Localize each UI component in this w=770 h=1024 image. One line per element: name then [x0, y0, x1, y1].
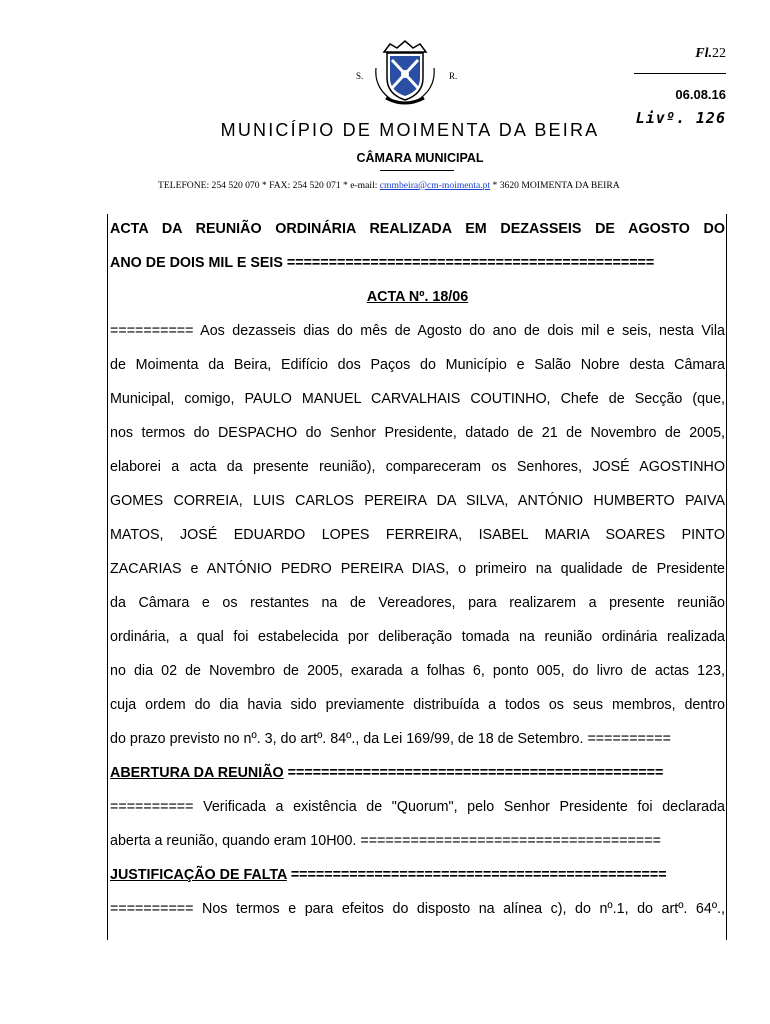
body-line: cuja ordem do dia havia sido previamente distribuída a todos os seus membros, dentro	[110, 697, 725, 713]
body-line: elaborei a acta da presente reunião), compareceram os Senhores, JOSÉ AGOSTINHO	[110, 459, 725, 475]
body-line: ZACARIAS e ANTÓNIO PEDRO PEREIRA DIAS, o primeiro na qualidade de Presidente	[110, 561, 725, 577]
contacts-prefix: TELEFONE: 254 520 070 * FAX: 254 520 071 * e-mail:	[158, 180, 380, 191]
folio-underline	[634, 73, 726, 74]
minutes-body	[110, 214, 725, 928]
body-line: Municipal, comigo, PAULO MANUEL CARVALHAIS COUTINHO, Chefe de Secção (que,	[110, 391, 725, 407]
folio-value: 22	[712, 46, 726, 61]
minutes-title-line-1: ACTA DA REUNIÃO ORDINÁRIA REALIZADA EM DEZASSEIS DE AGOSTO DO	[110, 221, 725, 237]
body-line: nos termos do DESPACHO do Senhor Presidente, datado de 21 de Novembro de 2005,	[110, 425, 725, 441]
minutes-number	[110, 282, 725, 316]
minutes-number-text: ACTA Nº. 18/06	[366, 289, 469, 305]
contacts-suffix: * 3620 MOIMENTA DA BEIRA	[490, 180, 620, 191]
section-heading-text: JUSTIFICAÇÃO DE FALTA	[110, 867, 287, 883]
body-line: MATOS, JOSÉ EDUARDO LOPES FERREIRA, ISABEL MARIA SOARES PINTO	[110, 527, 725, 543]
folio-number	[695, 46, 726, 62]
section-heading-fill: =============================================	[286, 867, 667, 883]
section-heading-text: ABERTURA DA REUNIÃO	[110, 765, 284, 781]
folio-prefix: Fl.	[695, 46, 712, 61]
body-line: aberta a reunião, quando eram 10H00. ====================================	[110, 833, 661, 849]
contacts-line	[158, 180, 620, 191]
section-heading-opening	[110, 758, 725, 792]
body-line: GOMES CORREIA, LUIS CARLOS PEREIRA DA SILVA, ANTÓNIO HUMBERTO PAIVA	[110, 493, 725, 509]
body-line: ========== Nos termos e para efeitos do disposto na alínea c), do nº.1, do artº. 64º.,	[110, 901, 725, 917]
body-line: ========== Aos dezasseis dias do mês de Agosto do ano de dois mil e seis, nesta Vila	[110, 323, 725, 339]
body-line: ordinária, a qual foi estabelecida por deliberação tomada na reunião ordinária realizada	[110, 629, 725, 645]
body-line: no dia 02 de Novembro de 2005, exarada a folhas 6, ponto 005, do livro de actas 123,	[110, 663, 725, 679]
municipal-crest-icon	[370, 38, 440, 108]
meeting-date: 06.08.16	[675, 87, 726, 102]
body-line: da Câmara e os restantes na de Vereadores, para realizarem a presente reunião	[110, 595, 725, 611]
minutes-title-line-2: ANO DE DOIS MIL E SEIS ============================================	[110, 255, 655, 271]
body-line: do prazo previsto no nº. 3, do artº. 84º., da Lei 169/99, de 18 de Setembro. ==========	[110, 731, 671, 747]
crest-right-label: R.	[449, 71, 458, 81]
crest-left-label: S.	[356, 71, 364, 81]
body-line: de Moimenta da Beira, Edifício dos Paços do Município e Salão Nobre desta Câmara	[110, 357, 725, 373]
section-heading-absence	[110, 860, 725, 894]
body-line: ========== Verificada a existência de "Quorum", pelo Senhor Presidente foi declarada	[110, 799, 725, 815]
section-heading-fill: =============================================	[283, 765, 664, 781]
council-underline	[380, 170, 454, 171]
page-frame-right	[726, 214, 727, 940]
page-frame-left	[107, 214, 108, 940]
book-number: Livº. 126	[635, 109, 726, 127]
council-title: CÂMARA MUNICIPAL	[356, 151, 484, 165]
municipality-title: MUNICÍPIO DE MOIMENTA DA BEIRA	[220, 120, 600, 140]
email-link[interactable]: cmmbeira@cm-moimenta.pt	[379, 180, 491, 191]
